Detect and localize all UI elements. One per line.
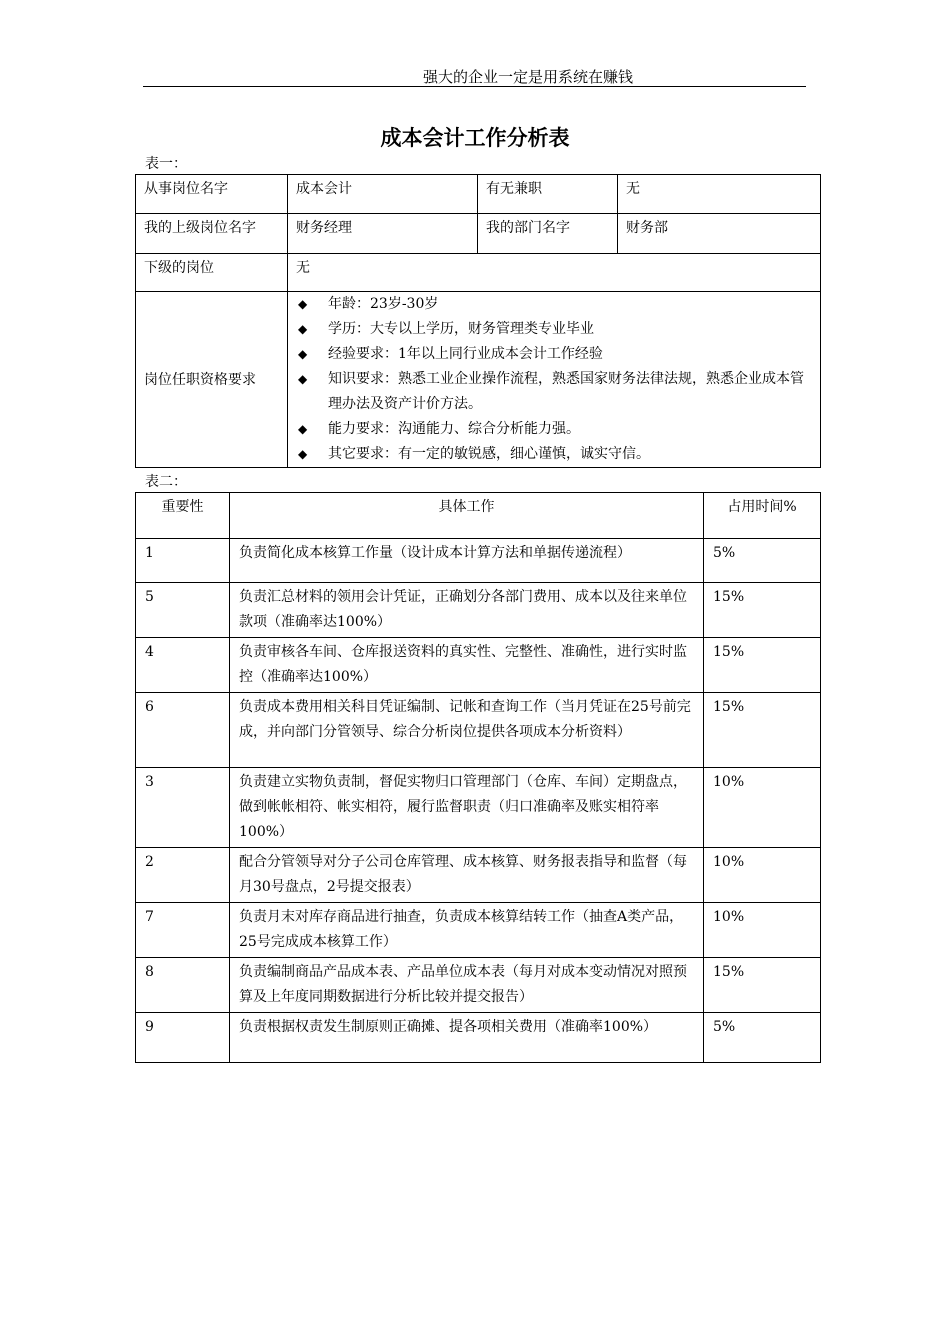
cell-time: 10% <box>704 768 821 848</box>
table-row <box>136 768 821 848</box>
job-duties-table <box>135 492 821 1063</box>
cell-label: 我的部门名字 <box>478 214 618 254</box>
cell-label: 从事岗位名字 <box>136 175 288 214</box>
table-row <box>136 1013 821 1063</box>
list-item: ◆ 能力要求：沟通能力、综合分析能力强。 <box>296 417 812 442</box>
cell-importance: 1 <box>136 539 230 583</box>
table-row <box>136 638 821 693</box>
cell-work: 负责建立实物负责制，督促实物归口管理部门（仓库、车间）定期盘点，做到帐帐相符、帐实相符，履行监督职责（归口准确率及账实相符率100%） <box>230 768 704 848</box>
cell-time: 15% <box>704 693 821 768</box>
cell-importance: 8 <box>136 958 230 1013</box>
cell-importance: 4 <box>136 638 230 693</box>
diamond-bullet-icon: ◆ <box>298 322 308 336</box>
table2-caption: 表二： <box>145 474 187 490</box>
cell-work: 配合分管领导对分子公司仓库管理、成本核算、财务报表指导和监督（每月30号盘点，2号提交报表） <box>230 848 704 903</box>
table-row <box>136 292 821 468</box>
cell-work: 负责汇总材料的领用会计凭证，正确划分各部门费用、成本以及往来单位款项（准确率达100%） <box>230 583 704 638</box>
requirements-list <box>296 292 812 467</box>
cell-label: 下级的岗位 <box>136 254 288 292</box>
requirements-cell <box>288 292 821 468</box>
cell-work: 负责编制商品产品成本表、产品单位成本表（每月对成本变动情况对照预算及上年度同期数据进行分析比较并提交报告） <box>230 958 704 1013</box>
diamond-bullet-icon: ◆ <box>298 447 308 461</box>
table1-caption: 表一： <box>145 156 187 172</box>
header-importance: 重要性 <box>136 493 230 539</box>
table-row <box>136 903 821 958</box>
page-header <box>143 64 806 87</box>
cell-time: 15% <box>704 958 821 1013</box>
cell-time: 15% <box>704 583 821 638</box>
cell-work: 负责审核各车间、仓库报送资料的真实性、完整性、准确性，进行实时监控（准确率达100%） <box>230 638 704 693</box>
cell-work: 负责根据权责发生制原则正确摊、提各项相关费用（准确率100%） <box>230 1013 704 1063</box>
header-time: 占用时间% <box>704 493 821 539</box>
table-row <box>136 254 821 292</box>
table-row <box>136 539 821 583</box>
table-header-row <box>136 493 821 539</box>
table-row <box>136 214 821 254</box>
table-row <box>136 583 821 638</box>
cell-importance: 2 <box>136 848 230 903</box>
list-item: ◆ 经验要求：1年以上同行业成本会计工作经验 <box>296 342 812 367</box>
cell-importance: 6 <box>136 693 230 768</box>
job-info-table <box>135 174 821 468</box>
header-slogan: 强大的企业一定是用系统在赚钱 <box>423 68 634 86</box>
diamond-bullet-icon: ◆ <box>298 422 308 436</box>
cell-importance: 5 <box>136 583 230 638</box>
diamond-bullet-icon: ◆ <box>298 347 308 361</box>
cell-time: 5% <box>704 539 821 583</box>
cell-value: 无 <box>288 254 821 292</box>
document-title: 成本会计工作分析表 <box>380 126 570 150</box>
header-work: 具体工作 <box>230 493 704 539</box>
cell-label: 有无兼职 <box>478 175 618 214</box>
cell-label: 岗位任职资格要求 <box>136 292 288 468</box>
list-item: ◆ 学历：大专以上学历，财务管理类专业毕业 <box>296 317 812 342</box>
list-item: ◆ 年龄：23岁-30岁 <box>296 292 812 317</box>
cell-value: 财务经理 <box>288 214 478 254</box>
list-item: ◆ 知识要求：熟悉工业企业操作流程，熟悉国家财务法律法规，熟悉企业成本管理办法及资产计价方法。 <box>296 367 812 417</box>
cell-importance: 9 <box>136 1013 230 1063</box>
cell-time: 10% <box>704 848 821 903</box>
cell-time: 5% <box>704 1013 821 1063</box>
cell-work: 负责成本费用相关科目凭证编制、记帐和查询工作（当月凭证在25号前完成，并向部门分管领导、综合分析岗位提供各项成本分析资料） <box>230 693 704 768</box>
cell-time: 15% <box>704 638 821 693</box>
diamond-bullet-icon: ◆ <box>298 372 308 386</box>
cell-work: 负责简化成本核算工作量（设计成本计算方法和单据传递流程） <box>230 539 704 583</box>
cell-value: 无 <box>618 175 821 214</box>
cell-label: 我的上级岗位名字 <box>136 214 288 254</box>
diamond-bullet-icon: ◆ <box>298 297 308 311</box>
cell-time: 10% <box>704 903 821 958</box>
list-item: ◆ 其它要求：有一定的敏锐感，细心谨慎，诚实守信。 <box>296 442 812 467</box>
table-row <box>136 175 821 214</box>
cell-importance: 3 <box>136 768 230 848</box>
table-row <box>136 958 821 1013</box>
cell-work: 负责月末对库存商品进行抽查，负责成本核算结转工作（抽查A类产品，25号完成成本核算工作） <box>230 903 704 958</box>
cell-value: 成本会计 <box>288 175 478 214</box>
cell-value: 财务部 <box>618 214 821 254</box>
table-row <box>136 693 821 768</box>
table-row <box>136 848 821 903</box>
cell-importance: 7 <box>136 903 230 958</box>
